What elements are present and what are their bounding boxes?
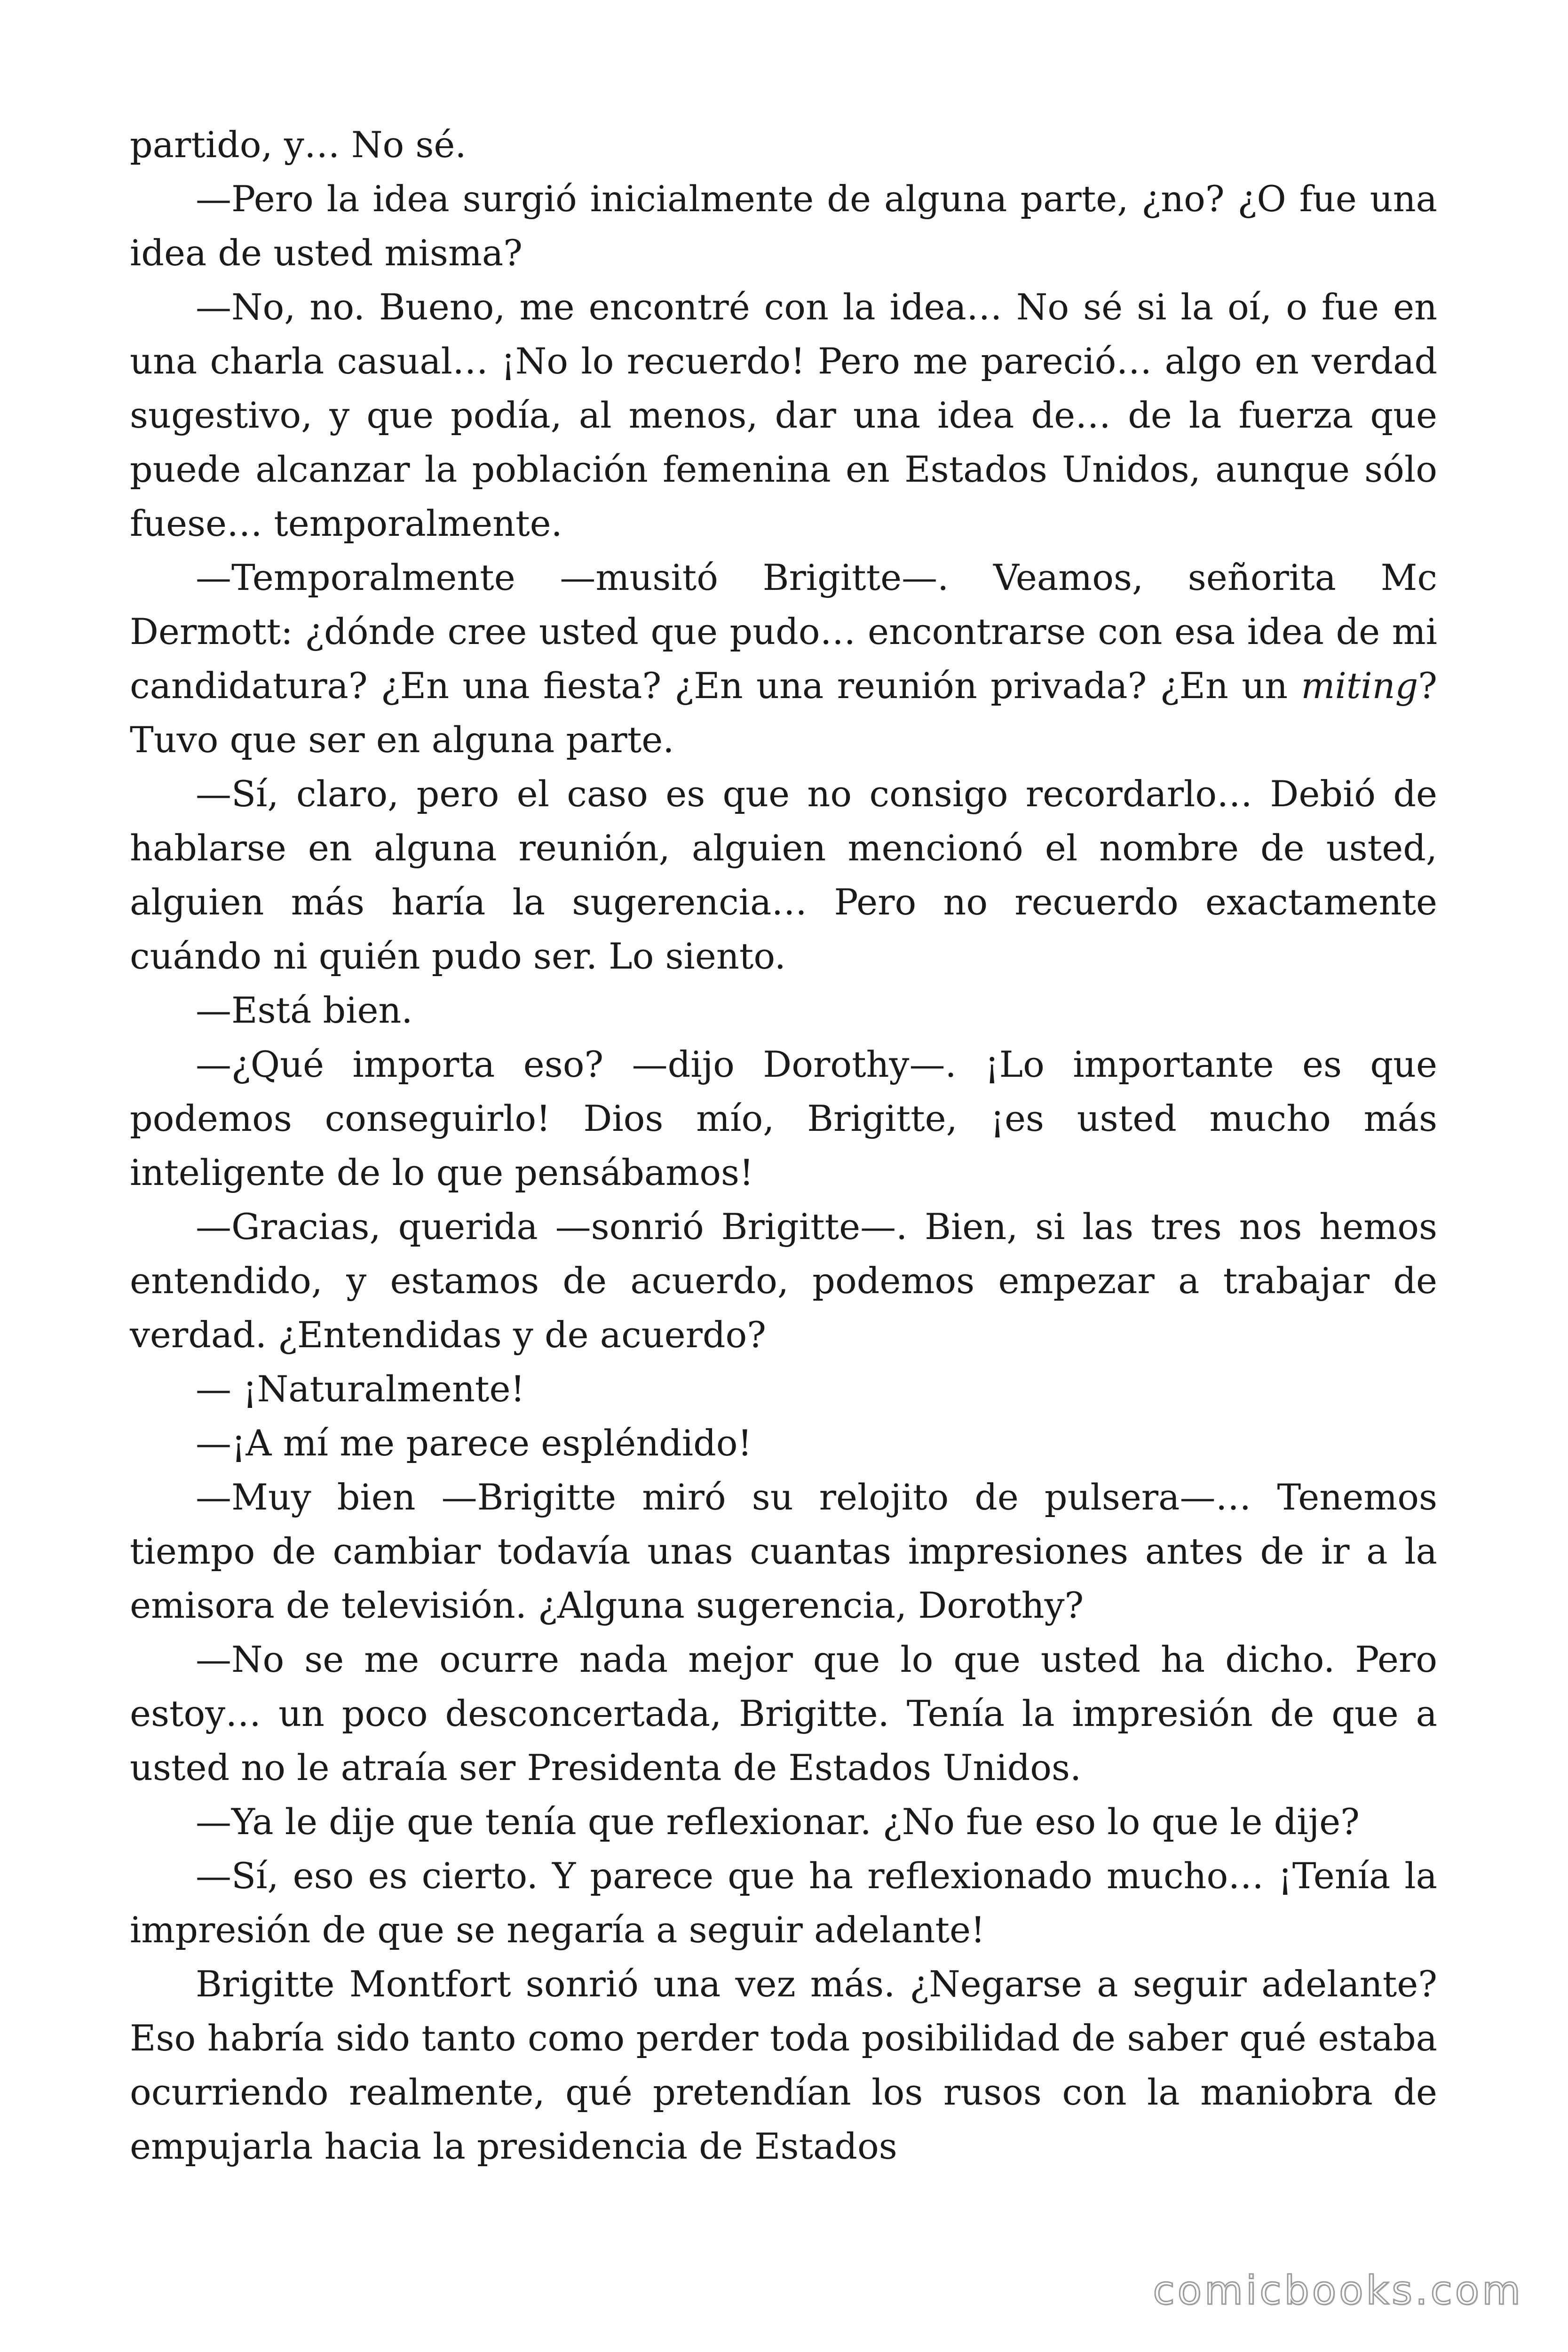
paragraph-11: —Muy bien —Brigitte miró su relojito de pulsera—… Tenemos tiempo de cambiar todavía unas cuantas impresiones antes de ir a la emisora de televisión. ¿Alguna sugerencia, Dorothy? [130,1476,1437,1626]
paragraph-13: —Ya le dije que tenía que reflexionar. ¿No fue eso lo que le dije? [196,1801,1360,1843]
paragraph-9: — ¡Naturalmente! [196,1368,525,1410]
paragraph-8: —Gracias, querida —sonrió Brigitte—. Bien, si las tres nos hemos entendido, y estamos de acuerdo, podemos empezar a trabajar de verdad. ¿Entendidas y de acuerdo? [130,1206,1437,1356]
paragraph-3: —No, no. Bueno, me encontré con la idea… No sé si la oí, o fue en una charla casual… ¡No lo recuerdo! Pero me pareció… algo en verdad sugestivo, y que podía, al menos, dar una idea de… de la fuerza que puede alcanzar la población femenina en Estados Unidos, aunque sólo fuese… temporalmente. [130,286,1437,544]
paragraph-10: —¡A mí me parece espléndido! [196,1422,752,1464]
page-body [130,118,1437,2173]
paragraph-15: Brigitte Montfort sonrió una vez más. ¿Negarse a seguir adelante? Eso habría sido tanto como perder toda posibilidad de saber qué estaba ocurriendo realmente, qué pretendían los rusos con la maniobra de empujarla hacia la presidencia de Estados [130,1963,1437,2167]
paragraph-14: —Sí, eso es cierto. Y parece que ha reflexionado mucho… ¡Tenía la impresión de que se negaría a seguir adelante! [130,1855,1437,1951]
paragraph-5: —Sí, claro, pero el caso es que no consigo recordarlo… Debió de hablarse en alguna reunión, alguien mencionó el nombre de usted, alguien más haría la sugerencia… Pero no recuerdo exactamente cuándo ni quién pudo ser. Lo siento. [130,773,1437,977]
paragraph-2: —Pero la idea surgió inicialmente de alguna parte, ¿no? ¿O fue una idea de usted misma? [130,178,1437,274]
paragraph-4-tail: ? Tuvo que ser en alguna parte. [130,665,1437,761]
watermark: comicbooks.com [1153,2267,1523,2313]
paragraph-6: —Está bien. [196,989,413,1031]
italic-word: miting [1301,665,1418,707]
paragraph-7: —¿Qué importa eso? —dijo Dorothy—. ¡Lo importante es que podemos conseguirlo! Dios mío, Brigitte, ¡es usted mucho más inteligente de lo que pensábamos! [130,1043,1437,1193]
paragraph-1: partido, y… No sé. [130,124,467,166]
paragraph-12: —No se me ocurre nada mejor que lo que usted ha dicho. Pero estoy… un poco desconcertada, Brigitte. Tenía la impresión de que a usted no le atraía ser Presidenta de Estados Unidos. [130,1638,1437,1788]
paragraph-4-lead: —Temporalmente —musitó Brigitte—. Veamos, señorita Mc Dermott: ¿dónde cree usted que pudo… encontrarse con esa idea de mi candidatura? ¿En una fiesta? ¿En una reunión privada? ¿En un [130,556,1437,707]
paragraph-4 [130,550,1437,767]
